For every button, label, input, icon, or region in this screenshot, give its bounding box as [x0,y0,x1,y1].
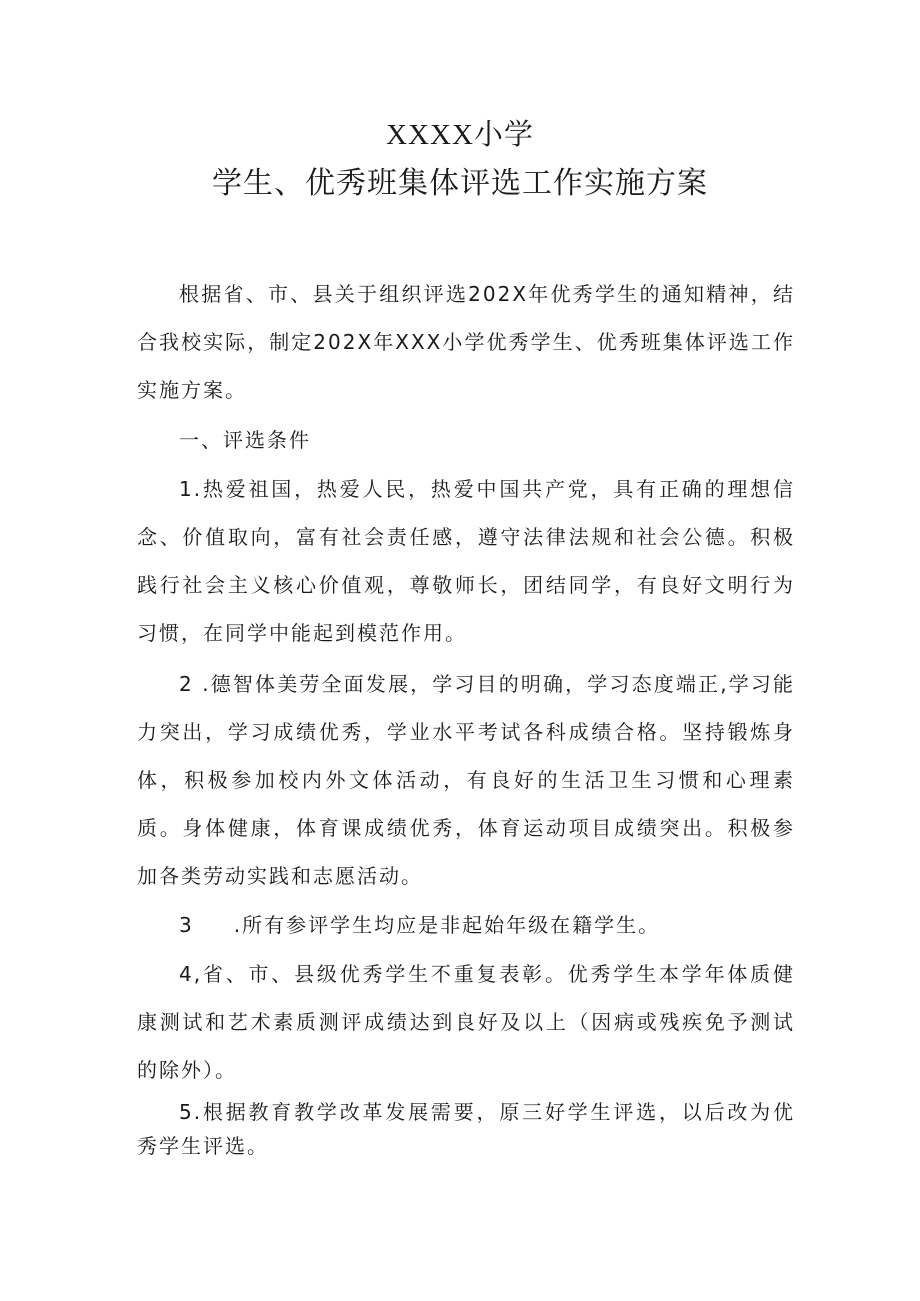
criteria-item-3 [137,901,795,949]
criteria-item-5: 5.根据教育教学改革发展需要，原三好学生评选，以后改为优秀学生评选。 [137,1100,795,1158]
criteria-item-1: 1.热爱祖国，热爱人民，热爱中国共产党，具有正确的理想信念、价值取向，富有社会责任感，遵守法律法规和社会公德。积极践行社会主义核心价值观，尊敬师长，团结同学，有良好文明行为习惯，在同学中能起到模范作用。 [137,477,795,645]
main-title: 学生、优秀班集体评选工作实施方案 [212,166,708,201]
criteria-item-2: 2 .德智体美劳全面发展，学习目的明确，学习态度端正,学习能力突出，学习成绩优秀，学业水平考试各科成绩合格。坚持锻炼身体，积极参加校内外文体活动，有良好的生活卫生习惯和心理素质。身体健康，体育课成绩优秀，体育运动项目成绩突出。积极参加各类劳动实践和志愿活动。 [137,672,795,888]
criteria-item-3-number: 3 [179,913,194,937]
criteria-item-4: 4,省、市、县级优秀学生不重复表彰。优秀学生本学年体质健康测试和艺术素质测评成绩达到良好及以上（因病或残疾免予测试的除外）。 [137,962,795,1082]
school-title: XXXX小学 [386,119,534,151]
criteria-item-3-text: .所有参评学生均应是非起始年级在籍学生。 [233,913,661,937]
intro-paragraph: 根据省、市、县关于组织评选202X年优秀学生的通知精神，结合我校实际，制定202X年XXX小学优秀学生、优秀班集体评选工作实施方案。 [137,282,795,402]
section-heading: 一、评选条件 [179,428,311,452]
